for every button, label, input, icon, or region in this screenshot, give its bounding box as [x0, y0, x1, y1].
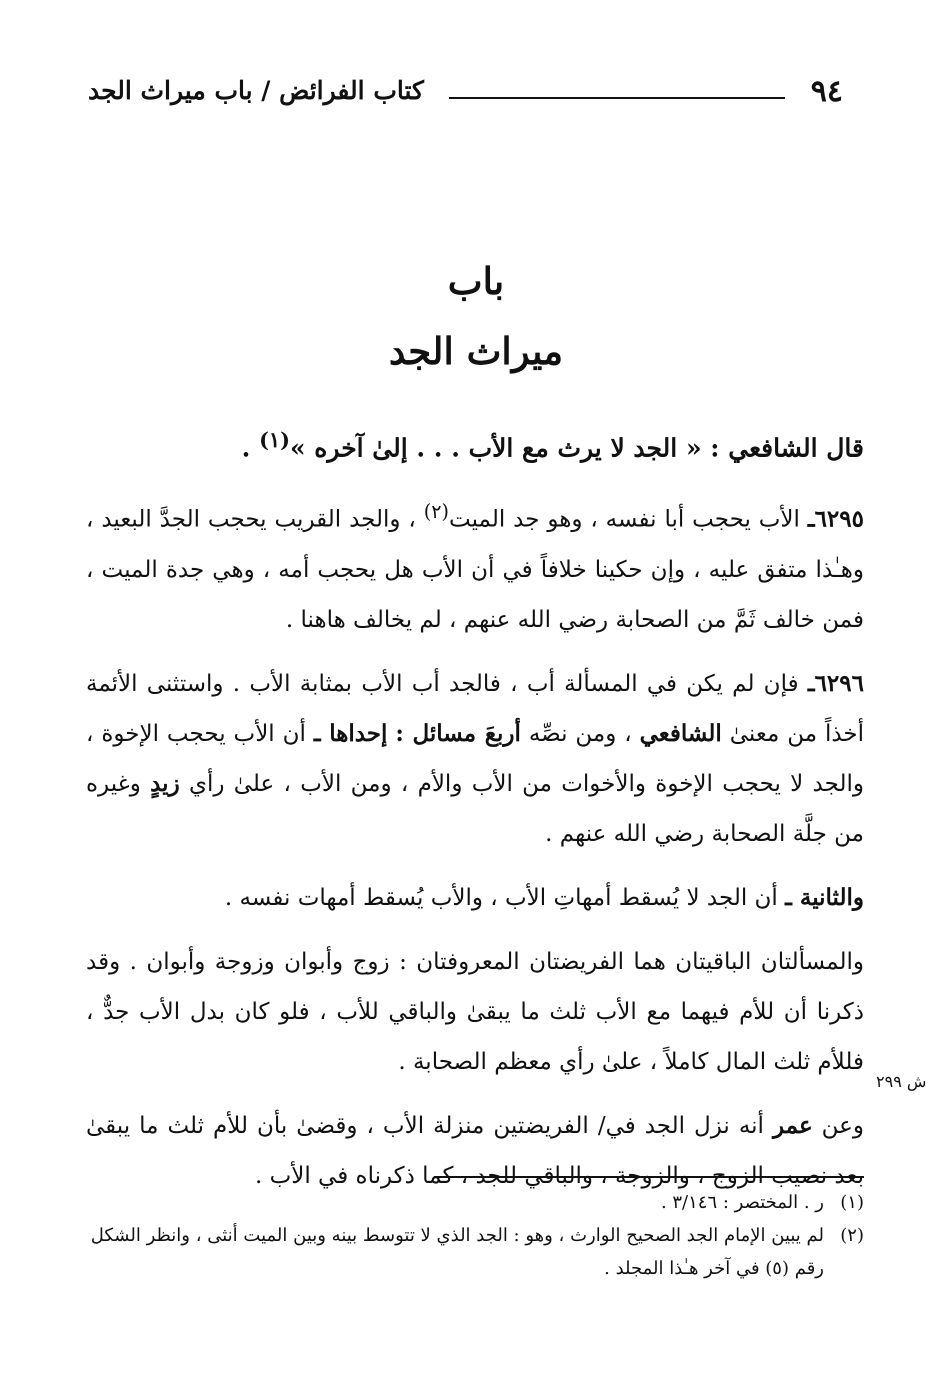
- main-text: [86, 415, 864, 1215]
- chapter-heading-line2: ميراث الجد: [388, 329, 564, 373]
- header-dash-line: [449, 97, 785, 99]
- quote-text: « الجد لا يرث مع الأب . . . إلىٰ آخره »: [289, 433, 702, 463]
- paragraph-text: وعن: [812, 1112, 865, 1139]
- page-header: [88, 70, 843, 120]
- bold-term: زيدٍ: [150, 769, 180, 797]
- footnote: [86, 1186, 864, 1219]
- bold-term: إحداها ـ: [313, 719, 388, 747]
- footnote-number: (١): [840, 1192, 864, 1213]
- bold-term: أربعَ مسائل :: [395, 719, 521, 747]
- bold-term: الشافعي: [639, 719, 722, 747]
- paragraph-text: الأب يحجب أبا نفسه ، وهو جد الميت: [449, 506, 808, 533]
- paragraph-text: فإن لم يكن في المسألة أب ، فالجد أب الأب بمثابة الأب . واستثنى الأئمة أخذاً من معنىٰ: [86, 670, 865, 747]
- footnote-text: لم يبين الإمام الجد الصحيح الوارث ، وهو : الجد الذي لا تتوسط بينه وبين الميت أنثى ، وانظر الشكل رقم (٥) في آخر هـٰذا المجلد .: [90, 1225, 824, 1279]
- bold-term: والثانية ـ: [785, 883, 864, 911]
- paragraph-text: ، والجد القريب يحجب الجدَّ البعيد ، وهـٰذا متفق عليه ، وإن حكينا خلافاً في أن الأب هل يحجب أمه ، وهي جدة الميت ، فمن خالف ثَمَّ من الصحابة رضي الله عنهم ، لم يخالف هاهنا .: [86, 506, 864, 633]
- footnotes: [86, 1186, 864, 1285]
- paragraph-second-issue: [86, 873, 864, 923]
- page-number: ٩٤: [810, 74, 843, 109]
- footnote: [86, 1219, 864, 1285]
- paragraph-number: ٦٢٩٥ـ: [807, 505, 864, 533]
- paragraph-6295: [86, 487, 864, 645]
- paragraph-6296: [86, 659, 864, 859]
- footnote-number: (٢): [840, 1225, 864, 1246]
- paragraph-text: ، ومن نصِّه: [520, 720, 640, 747]
- paragraph-shafii-quote: [86, 415, 864, 473]
- bold-term: عمر: [772, 1111, 813, 1139]
- chapter-heading-line1: باب: [447, 259, 505, 303]
- margin-note: ش ٢٩٩: [876, 1072, 927, 1091]
- footnote-separator: [434, 1176, 864, 1178]
- running-title: كتاب الفرائض / باب ميراث الجد: [88, 76, 424, 105]
- paragraph-number: ٦٢٩٦ـ: [807, 669, 864, 697]
- paragraph-text: وغيره من جلَّة الصحابة رضي الله عنهم .: [86, 770, 864, 847]
- paragraph-remaining-issues: [86, 937, 864, 1087]
- footnote-ref-1: (١): [259, 427, 290, 452]
- quote-end: .: [241, 433, 260, 463]
- footnote-ref-2: (٢): [423, 500, 450, 524]
- quote-prefix: قال الشافعي :: [710, 433, 864, 463]
- paragraph-text: أن الجد لا يُسقط أمهاتِ الأب ، والأب يُسقط أمهات نفسه .: [224, 884, 786, 911]
- paragraph-text: أن الأب يحجب الإخوة ، والجد لا يحجب الإخوة والأخوات من الأب والأم ، ومن الأب ، علىٰ رأي: [86, 720, 864, 797]
- footnote-text: ر . المختصر : ٣/١٤٦ .: [660, 1192, 824, 1213]
- paragraph-text: أنه نزل الجد في/ الفريضتين منزلة الأب ، وقضىٰ بأن للأم ثلث ما يبقىٰ بعد نصيب الزوج ، والزوجة ، والباقي للجد ، كما ذكرناه في الأب .: [86, 1112, 864, 1189]
- chapter-heading: [0, 246, 952, 386]
- paragraph-text: والمسألتان الباقيتان هما الفريضتان المعروفتان : زوج وأبوان وزوجة وأبوان . وقد ذكرنا أن للأم فيهما مع الأب ثلث ما يبقىٰ والباقي للأب ، فلو كان بدل الأب جدٌّ ، فللأم ثلث المال كاملاً ، علىٰ رأي معظم الصحابة .: [86, 948, 864, 1075]
